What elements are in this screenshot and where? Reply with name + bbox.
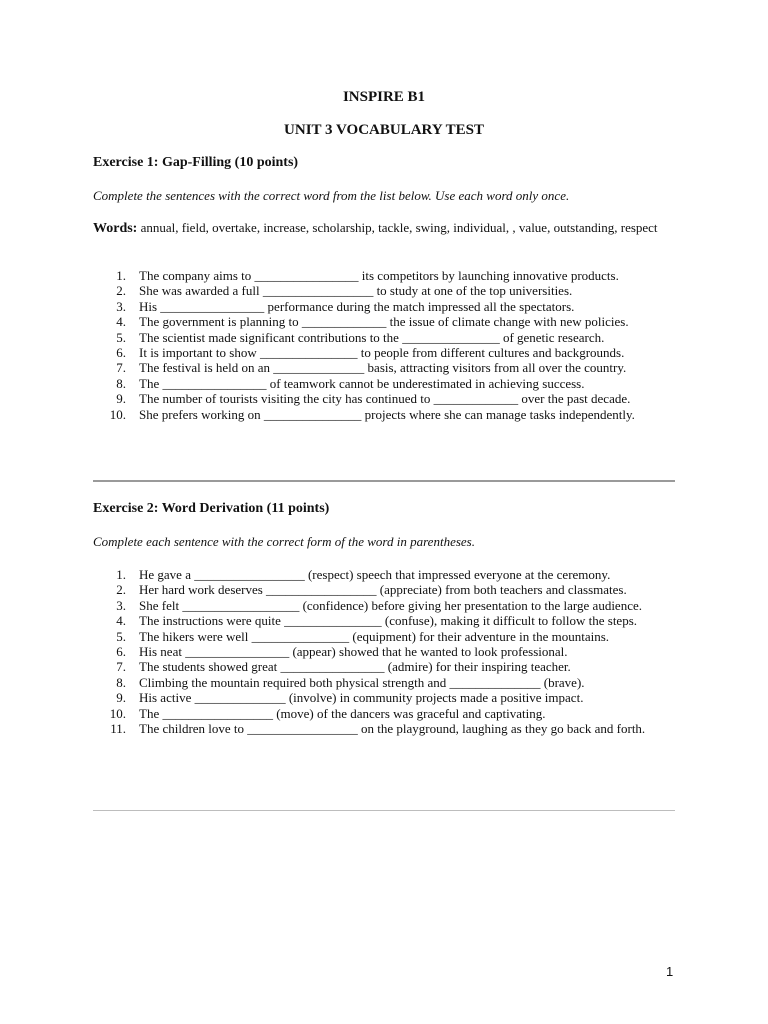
list-item: 10. She prefers working on _______________ projects where she can manage tasks independently.: [109, 406, 635, 422]
list-item: 8. Climbing the mountain required both physical strength and ______________ (brave).: [116, 674, 585, 690]
document-title: INSPIRE B1: [342, 89, 426, 105]
exercise1-heading: Exercise 1: Gap-Filling (10 points): [93, 155, 299, 170]
list-item: 7. The festival is held on an ______________ basis, attracting visitors from all over the country.: [116, 360, 627, 376]
list-item: 5. The scientist made significant contributions to the _______________ of genetic research.: [116, 329, 605, 345]
word-bank-list: annual, field, overtake, increase, scholarship, tackle, swing, individual, , value, outstanding, respect: [137, 220, 658, 235]
list-item: 2. Her hard work deserves _________________ (appreciate) from both teachers and classmates.: [116, 582, 627, 598]
list-item: 11. The children love to _________________ on the playground, laughing as they go back and forth.: [110, 721, 646, 737]
list-item: 7. The students showed great ________________ (admire) for their inspiring teacher.: [116, 659, 571, 675]
word-bank-label: Words:: [93, 221, 138, 236]
document-subtitle: UNIT 3 VOCABULARY TEST: [284, 122, 484, 138]
list-item: 4. The instructions were quite _______________ (confuse), making it difficult to follow the steps.: [116, 613, 638, 629]
exercise2-list: [93, 567, 683, 736]
exercise2-heading: Exercise 2: Word Derivation (11 points): [93, 501, 330, 516]
exercise1-instructions: Complete the sentences with the correct word from the list below. Use each word only once.: [93, 188, 570, 203]
list-item: 3. She felt __________________ (confidence) before giving her presentation to the large audience.: [116, 597, 642, 613]
list-item: 3. His ________________ performance during the match impressed all the spectators.: [116, 298, 575, 314]
word-bank: [93, 220, 678, 237]
list-item: 6. It is important to show _______________ to people from different cultures and backgrounds.: [116, 345, 625, 361]
list-item: 8. The ________________ of teamwork cannot be underestimated in achieving success.: [116, 375, 585, 391]
list-item: 9. His active ______________ (involve) in community projects made a positive impact.: [116, 690, 584, 706]
list-item: 6. His neat ________________ (appear) showed that he wanted to look professional.: [116, 644, 568, 660]
exercise1-list: [93, 268, 683, 422]
section-divider: [93, 480, 675, 482]
exercise2-instructions: Complete each sentence with the correct form of the word in parentheses.: [93, 534, 475, 549]
list-item: 9. The number of tourists visiting the city has continued to _____________ over the past decade.: [116, 391, 631, 407]
list-item: 5. The hikers were well _______________ (equipment) for their adventure in the mountains.: [116, 628, 610, 644]
section-divider: [93, 810, 675, 811]
list-item: 10. The _________________ (move) of the dancers was graceful and captivating.: [109, 705, 546, 721]
list-item: 2. She was awarded a full _________________ to study at one of the top universities.: [116, 283, 573, 299]
list-item: 1. He gave a _________________ (respect) speech that impressed everyone at the ceremony.: [116, 567, 611, 582]
list-item: 1. The company aims to ________________ its competitors by launching innovative products.: [116, 268, 619, 283]
page-number: 1: [666, 964, 674, 979]
list-item: 4. The government is planning to _____________ the issue of climate change with new policies.: [116, 314, 629, 330]
